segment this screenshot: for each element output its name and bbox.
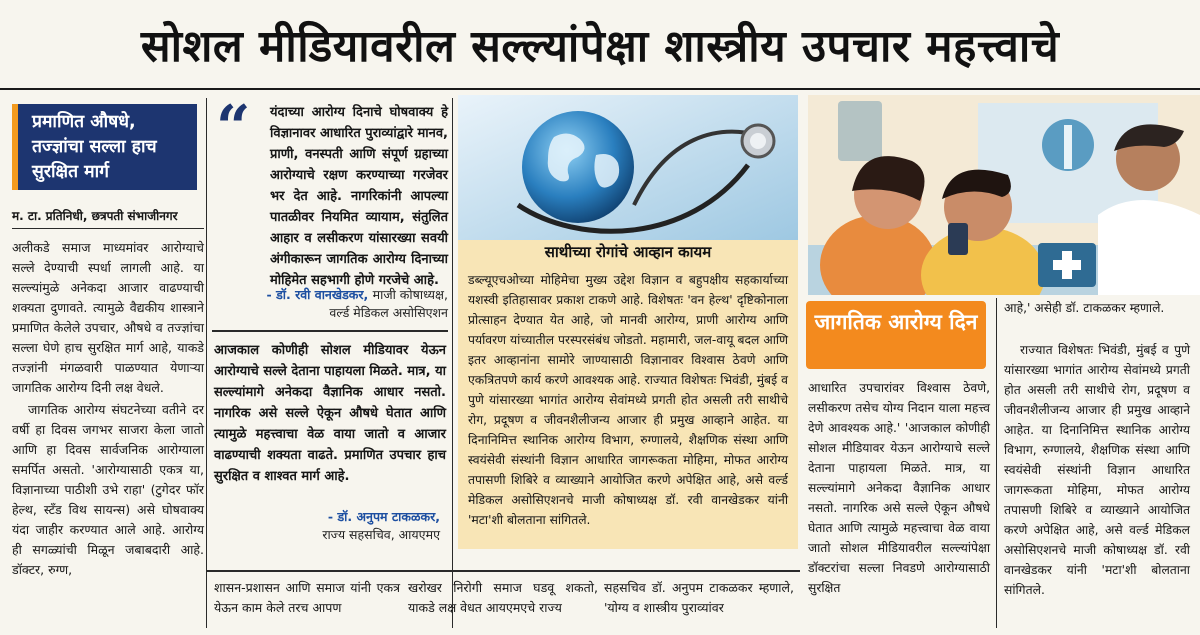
column-rule xyxy=(996,298,997,628)
quote-author-role: राज्य सहसचिव, आयएमए xyxy=(322,527,440,542)
article-paragraph: आधारित उपचारांवर विश्वास ठेवणे, लसीकरण तसेच योग्य निदान याला महत्त्व देणे आवश्यक आहे.' 'आजकाल कोणीही सोशल मीडियावर येऊन आरोग्याचे सल्ले देताना पाहायला मिळते. मात्र, या सल्ल्यांमागे अनेकदा वैज्ञानिक आधार नसतो. नागरिक असे सल्ले ऐकून औषधे घेतात आणि त्यामुळे महत्त्वाचा वेळ वाया जातो सोशल मीडियावरील सल्ल्यांपेक्षा डॉक्टरांचा सल्ला निवडणे आरोग्यासाठी सुरक्षित xyxy=(808,381,990,595)
quote-text xyxy=(270,102,448,291)
article-paragraph: जागतिक आरोग्य संघटनेच्या वतीने दर वर्षी हा दिवस जगभर साजरा केला जातो आणि हा दिवस सार्वजनिक आरोग्याला समर्पित असतो. 'आरोग्यासाठी एकत्र या, विज्ञानाच्या पाठीशी उभे राहा' (टुगेदर फॉर हेल्थ, स्टँड विथ सायन्स) असे घोषवाक्य यंदा जाहीर करण्यात आले आहे. आरोग्य ही सगळ्यांची मिळून जबाबदारी आहे. डॉक्टर, रुग्ण, xyxy=(12,402,204,577)
quote-author: - डॉ. अनुपम टाकळकर, xyxy=(327,509,440,524)
section-badge: जागतिक आरोग्य दिन xyxy=(806,301,986,369)
article-paragraph: आहे,' असेही डॉ. टाकळकर म्हणाले. xyxy=(1004,301,1165,315)
info-box xyxy=(458,264,798,549)
quote-author-org: वर्ल्ड मेडिकल असोसिएशन xyxy=(329,305,448,320)
article-paragraph: डब्ल्यूएचओच्या मोहिमेचा मुख्य उद्देश विज्ञान व बहुपक्षीय सहकार्याच्या यशस्वी इतिहासावर प्रकाश टाकणे आहे. विशेषतः 'वन हेल्थ' दृष्टिकोनाला प्रोत्साहन देण्यात येत आहे, जो मानवी आरोग्य, प्राणी आरोग्य आणि पर्यावरण यांच्यातील परस्परसंबंध जोडतो. महामारी, जल-वायू बदल आणि इतर आव्हानांना सामोरे जाण्यासाठी विज्ञानावर विश्वास ठेवणे आणि एकत्रितपणे कार्य करणे आवश्यक आहे. राज्यात विशेषतः भिवंडी, मुंबई व पुणे यांसारख्या भागांत आरोग्य सेवांमध्ये प्रगती होत असली तरी साथीचे रोग, प्रदूषण व जीवनशैलीजन्य आजार ही प्रमुख आव्हाने आहेत. या दिनानिमित्त स्थानिक आरोग्य विभाग, रुग्णालये, शैक्षणिक संस्था आणि स्वयंसेवी संस्थांनी विज्ञान आधारित जागरूकता मोहिमा, मोफत आरोग्य तपासणी शिबिरे व व्याख्याने आयोजित करणे अपेक्षित आहे, असे वर्ल्ड मेडिकल असोसिएशनचे माजी कोषाध्यक्ष डॉ. रवी वानखेडकर यांनी 'मटा'शी बोलताना सांगितले. xyxy=(468,273,788,527)
article-paragraph: सहसचिव डॉ. अनुपम टाकळकर म्हणाले, 'योग्य व शास्त्रीय पुराव्यांवर xyxy=(604,580,794,615)
quote-mark-icon: “ xyxy=(216,93,251,163)
article-paragraph: खरोखर निरोगी समाज घडवू शकतो, याकडे लक्ष वेधत आयएमएचे राज्य xyxy=(408,580,598,615)
section-title: साथीच्या रोगांचे आव्हान कायम xyxy=(458,240,798,264)
article-paragraph: अलीकडे समाज माध्यमांवर आरोग्याचे सल्ले देण्याची स्पर्धा लागली आहे. या सल्ल्यांमुळे अनेकदा आजार वाढण्याची शक्यता दुणावते. त्यामुळे वैद्यकीय शास्त्राने प्रमाणित केलेले उपचार, औषधे व तज्ज्ञांचा सल्ला घेणे हाच सुरक्षित मार्ग आहे, याकडे तज्ज्ञांनी मंगळवारी पाळण्यात येणाऱ्या जागतिक आरोग्य दिनी लक्ष वेधले. xyxy=(12,240,204,395)
quote-author: - डॉ. रवी वानखेडकर, xyxy=(266,287,369,302)
quote-text: आजकाल कोणीही सोशल मीडियावर येऊन आरोग्याचे सल्ले देताना पाहायला मिळते. मात्र, या सल्ल्यांमागे अनेकदा वैज्ञानिक आधार नसतो. नागरिक असे सल्ले ऐकून औषधे घेतात आणि त्यामुळे महत्त्वाचा वेळ वाया जातो व आजार वाढण्याची शक्यता वाढते. प्रमाणित उपचार हाच सुरक्षित व शाश्वत मार्ग आहे. xyxy=(214,343,446,484)
quote-text-first: यंदाच्या आरोग्य दिनाचे घोषवाक्य हे विज्ञानावर आधारित पुराव्यांद्वारे मानव, प्राणी, वनस्पती आणि संपूर्ण ग्रहाच्या आरोग्याचे रक्षण करण्याच्या गरजेवर भर देत आहे. नागरिकांनी आपल्या पातळीवर नियमित व्यायाम, संतुलित आहार व लसीकरण यांसारख्या सवयी अंगीकारून जागतिक आरोग्य दिनाच्या मोहिमेत सहभागी होणे गरजेचे आहे. xyxy=(270,105,448,288)
subheadline: प्रमाणित औषधे, तज्ज्ञांचा सल्ला हाच सुरक्षित मार्ग xyxy=(12,104,197,190)
globe-stethoscope-image xyxy=(458,95,798,240)
column-rule xyxy=(206,98,207,628)
page-title: सोशल मीडियावरील सल्ल्यांपेक्षा शास्त्रीय उपचार महत्त्वाचे xyxy=(0,0,1200,90)
quote-author-role: माजी कोषाध्यक्ष, xyxy=(372,287,448,302)
divider xyxy=(206,570,800,572)
article-paragraph: राज्यात विशेषतः भिवंडी, मुंबई व पुणे यांसारख्या भागांत आरोग्य सेवांमध्ये प्रगती होत असली तरी साथीचे रोग, प्रदूषण व जीवनशैलीजन्य आजार ही प्रमुख आव्हाने आहेत. या दिनानिमित्त स्थानिक आरोग्य विभाग, रुग्णालये, शैक्षणिक संस्था आणि स्वयंसेवी संस्थांनी विज्ञान आधारित जागरूकता मोहिमा, मोफत आरोग्य तपासणी शिबिरे व व्याख्याने आयोजित करणे अपेक्षित आहे, असे वर्ल्ड मेडिकल असोसिएशनचे माजी कोषाध्यक्ष डॉ. रवी वानखेडकर यांनी 'मटा'शी बोलताना सांगितले. xyxy=(1004,343,1190,597)
article-paragraph: शासन-प्रशासन आणि समाज यांनी एकत्र येऊन काम केले तरच आपण xyxy=(214,580,400,615)
quote-attribution xyxy=(214,508,440,544)
divider xyxy=(12,228,204,229)
byline: म. टा. प्रतिनिधी, छत्रपती संभाजीनगर xyxy=(12,209,178,223)
quote-attribution xyxy=(216,286,448,322)
doctor-illustration xyxy=(808,95,1200,295)
divider xyxy=(212,330,448,332)
column-rule xyxy=(452,98,453,628)
